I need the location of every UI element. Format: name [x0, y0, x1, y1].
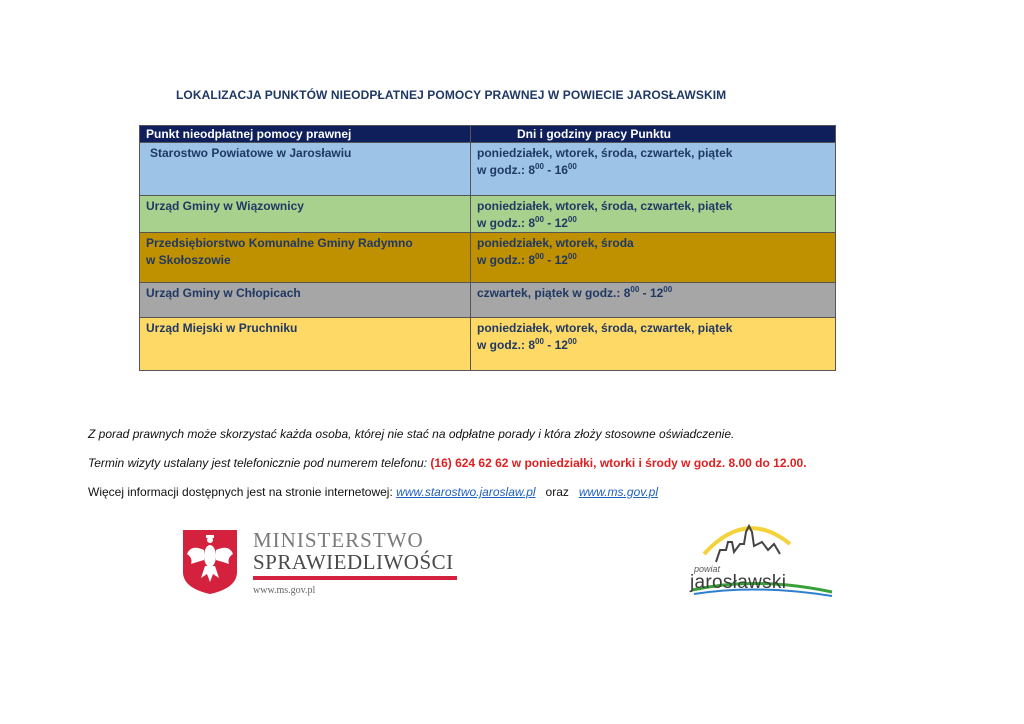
place-name: Starostwo Powiatowe w Jarosławiu: [150, 146, 352, 160]
table-row: [140, 283, 836, 318]
hours-to-sup: 00: [567, 162, 577, 171]
ministry-of-justice-logo: [181, 528, 471, 600]
ms-gov-link[interactable]: www.ms.gov.pl: [578, 485, 659, 499]
hours-to-sup: 00: [663, 285, 673, 294]
hours-cell: [471, 283, 836, 318]
ministry-url: www.ms.gov.pl: [253, 585, 316, 596]
table-row: [140, 143, 836, 196]
place-name: Urząd Gminy w Wiązownicy: [146, 199, 304, 213]
days-hours-inline: czwartek, piątek w godz.: 8: [477, 286, 631, 300]
hours-from-sup: 00: [535, 337, 544, 346]
table-row: [140, 233, 836, 283]
ministry-name-line1: MINISTERSTWO: [253, 528, 424, 552]
hours-from-sup: 00: [630, 285, 640, 294]
hours-from-sup: 00: [535, 162, 544, 171]
starostwo-link[interactable]: www.starostwo.jaroslaw.pl: [396, 485, 536, 499]
place-cell: [140, 233, 471, 283]
ministry-name-line2: SPRAWIEDLIWOŚCI: [253, 550, 454, 574]
hours-to-sup: 00: [567, 215, 577, 224]
hours-from-sup: 00: [535, 252, 544, 261]
hours-from-sup: 00: [535, 215, 544, 224]
table-row: [140, 318, 836, 371]
ministry-red-bar: [253, 576, 457, 580]
place-name-line2: w Skołoszowie: [146, 253, 231, 267]
appointment-text: Termin wizyty ustalany jest telefonicznie pod numerem telefonu:: [88, 456, 431, 470]
phone-and-hours: (16) 624 62 62 w poniedziałki, wtorki i środy w godz. 8.00 do 12.00.: [430, 456, 807, 470]
hours-to: - 12: [639, 286, 664, 300]
hours-to: - 12: [543, 216, 568, 230]
hours-cell: [471, 196, 836, 233]
hours-cell: [471, 233, 836, 283]
powiat-small-label: powiat: [694, 564, 721, 574]
conjunction-text: oraz: [545, 485, 569, 499]
more-info-text: Więcej informacji dostępnych jest na stronie internetowej:: [88, 485, 397, 499]
table-row: [140, 196, 836, 233]
hours-cell: [471, 143, 836, 196]
place-cell: [140, 143, 471, 196]
hours-text: [477, 337, 829, 354]
header-place: Punkt nieodpłatnej pomocy prawnej: [140, 126, 471, 143]
appointment-note: [88, 456, 807, 470]
polish-eagle-emblem-icon: [181, 528, 239, 596]
hours-to: - 16: [543, 163, 568, 177]
place-cell: [140, 283, 471, 318]
hours-text: [477, 162, 829, 179]
powiat-name: jarosławski: [690, 572, 787, 593]
place-name: Urząd Gminy w Chłopicach: [146, 286, 301, 300]
eligibility-note: Z porad prawnych może skorzystać każda osoba, której nie stać na odpłatne porady i która złoży stosowne oświadczenie.: [88, 427, 735, 441]
days-text: poniedziałek, wtorek, środa, czwartek, piątek: [477, 321, 733, 335]
place-name: Przedsiębiorstwo Komunalne Gminy Radymno: [146, 236, 413, 250]
table-header-row: [140, 126, 836, 143]
hours-from: w godz.: 8: [477, 216, 535, 230]
hours-text: [477, 215, 829, 232]
place-cell: [140, 196, 471, 233]
hours-from: w godz.: 8: [477, 163, 535, 177]
more-info-note: [88, 485, 658, 499]
days-text: poniedziałek, wtorek, środa: [477, 236, 634, 250]
hours-cell: [471, 318, 836, 371]
place-name: Urząd Miejski w Pruchniku: [146, 321, 298, 335]
hours-to-sup: 00: [567, 337, 577, 346]
hours-from: w godz.: 8: [477, 338, 535, 352]
hours-text: [477, 252, 829, 269]
hours-to-sup: 00: [567, 252, 577, 261]
legal-aid-points-table: [139, 125, 836, 371]
header-hours: Dni i godziny pracy Punktu: [471, 126, 836, 143]
hours-from: w godz.: 8: [477, 253, 535, 267]
page-title: LOKALIZACJA PUNKTÓW NIEODPŁATNEJ POMOCY PRAWNEJ W POWIECIE JAROSŁAWSKIM: [176, 88, 727, 102]
place-cell: [140, 318, 471, 371]
days-text: poniedziałek, wtorek, środa, czwartek, piątek: [477, 199, 733, 213]
hours-to: - 12: [543, 253, 568, 267]
hours-text: [477, 285, 829, 302]
powiat-jaroslawski-logo: [686, 514, 836, 600]
days-text: poniedziałek, wtorek, środa, czwartek, piątek: [477, 146, 733, 160]
hours-to: - 12: [543, 338, 568, 352]
